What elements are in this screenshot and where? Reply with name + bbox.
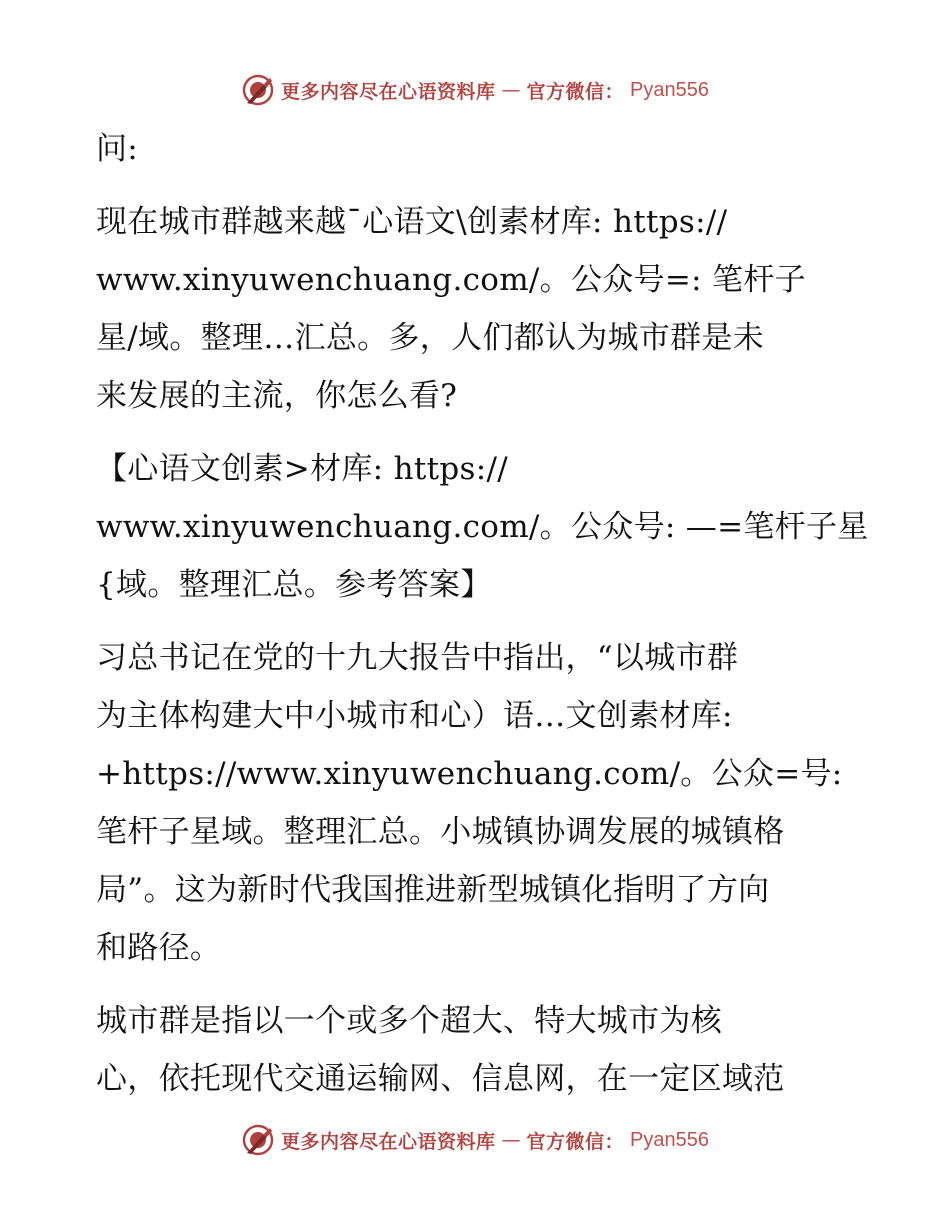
header-watermark-banner [0,70,950,110]
banner-dash: — [501,79,521,101]
banner-text-cn: 更多内容尽在心语资料库 [281,80,496,103]
pen-logo-icon [241,1123,275,1157]
banner-dash: — [501,1129,521,1151]
text-line: 和路径。 [96,930,222,966]
banner-text-official: 官方微信： [526,1130,625,1153]
text-line: 为主体构建大中小城市和心）语…文创素材库: [96,698,733,734]
paragraph-answer-heading [96,440,869,614]
text-line: 城市群是指以一个或多个超大、特大城市为核 [96,1003,722,1039]
text-line: 问: [96,131,139,167]
text-line: 来发展的主流，你怎么看? [96,378,458,414]
text-line: 现在城市群越来越¯心语文\创素材库: https:// [96,204,728,240]
text-line: www.xinyuwenchuang.com/。公众号: —=笔杆子星 [96,509,869,545]
banner-text-official: 官方微信： [526,80,625,103]
banner-text-cn: 更多内容尽在心语资料库 [281,1130,496,1153]
document-body [96,120,869,1123]
text-line: 习总书记在党的十九大报告中指出，“以城市群 [96,640,739,676]
text-line: 【心语文创素>材库: https:// [96,451,508,487]
text-line: +https://www.xinyuwenchuang.com/。公众=号: [96,756,843,792]
text-line: 星/域。整理…汇总。多，人们都认为城市群是未 [96,320,765,356]
banner-text-id: Pyan556 [630,1128,709,1151]
text-line: 局”。这为新时代我国推进新型城镇化指明了方向 [96,872,770,908]
footer-watermark-banner [0,1120,950,1160]
text-line: {域。整理汇总。参考答案】 [96,567,492,603]
text-line: 笔杆子星域。整理汇总。小城镇协调发展的城镇格 [96,814,785,850]
text-line: www.xinyuwenchuang.com/。公众号=: 笔杆子 [96,262,806,298]
banner-text-id: Pyan556 [630,78,709,101]
paragraph-report-quote [96,629,856,977]
pen-logo-icon [241,73,275,107]
text-line: 心，依托现代交通运输网、信息网，在一定区域范 [96,1061,785,1097]
paragraph-question [96,193,856,425]
paragraph-question-label [96,120,856,178]
paragraph-definition [96,992,856,1108]
